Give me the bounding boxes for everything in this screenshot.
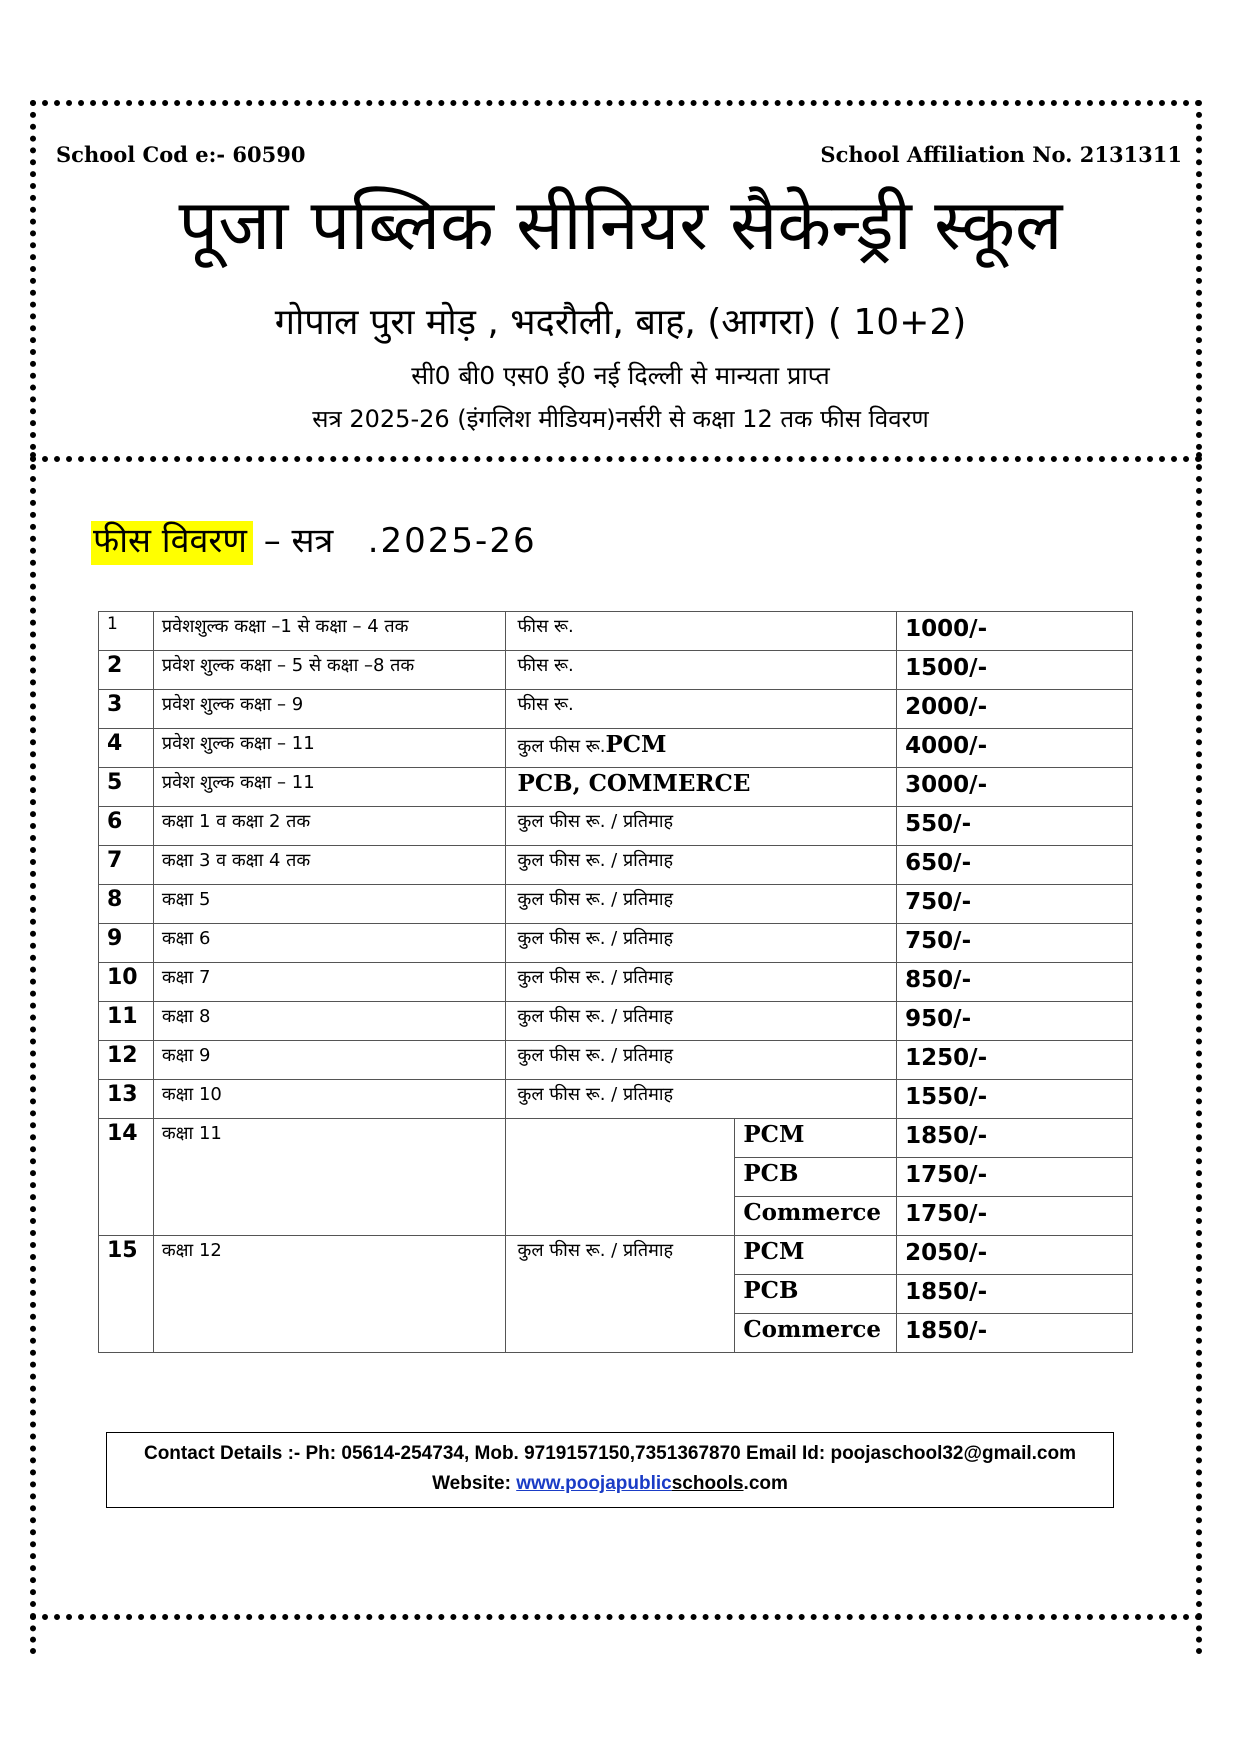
fee-label-text: कुल फीस रू. / प्रतिमाह	[517, 928, 674, 949]
row-number: 10	[99, 963, 154, 1002]
table-row	[99, 1002, 1133, 1041]
fee-label-text: कुल फीस रू.	[517, 736, 606, 757]
row-amount: 550/-	[897, 807, 1133, 846]
row-description: कक्षा 10	[153, 1080, 505, 1119]
row-number: 9	[99, 924, 154, 963]
website-tld: .com	[743, 1473, 788, 1494]
table-row	[99, 1080, 1133, 1119]
school-address: गोपाल पुरा मोड़ , भदरौली, बाह, (आगरा) ( 10+2)	[274, 302, 967, 343]
row-number: 11	[99, 1002, 154, 1041]
row-number: 13	[99, 1080, 154, 1119]
row-fee-label	[505, 690, 897, 729]
border-tail-right	[1196, 1614, 1202, 1654]
row-number: 5	[99, 768, 154, 807]
fees-heading	[91, 516, 537, 562]
table-row	[99, 612, 1133, 651]
row-number: 3	[99, 690, 154, 729]
fee-label-text: फीस रू.	[517, 616, 574, 637]
row-description: कक्षा 5	[153, 885, 505, 924]
stream-label: PCM	[605, 731, 667, 758]
row-amount: 3000/-	[897, 768, 1133, 807]
recognition-line: सी0 बी0 एस0 ई0 नई दिल्ली से मान्यता प्राप्त	[411, 361, 830, 390]
contact-box	[106, 1432, 1114, 1508]
row-amount: 650/-	[897, 846, 1133, 885]
row-number: 7	[99, 846, 154, 885]
table-row	[99, 924, 1133, 963]
row-amount: 2050/-	[897, 1236, 1133, 1275]
session-line: सत्र 2025-26 (इंगलिश मीडियम)नर्सरी से कक्षा 12 तक फीस विवरण	[312, 405, 929, 433]
row-amount: 1550/-	[897, 1080, 1133, 1119]
row-number: 15	[99, 1236, 154, 1353]
stream-name: Commerce	[735, 1314, 897, 1353]
row-fee-label	[505, 1002, 897, 1041]
table-row	[99, 729, 1133, 768]
table-row	[99, 690, 1133, 729]
table-row	[99, 651, 1133, 690]
row-description: प्रवेश शुल्क कक्षा – 5 से कक्षा –8 तक	[153, 651, 505, 690]
fee-label-text: कुल फीस रू. / प्रतिमाह	[517, 1045, 674, 1066]
row-description: कक्षा 12	[153, 1236, 505, 1353]
row-fee-label	[505, 885, 897, 924]
row-number: 14	[99, 1119, 154, 1236]
row-fee-label	[505, 1080, 897, 1119]
table-row	[99, 846, 1133, 885]
row-amount: 1750/-	[897, 1158, 1133, 1197]
row-fee-label	[505, 924, 897, 963]
stream-name: PCM	[735, 1236, 897, 1275]
stream-name: Commerce	[735, 1197, 897, 1236]
row-fee-label	[505, 807, 897, 846]
table-row	[99, 1119, 1133, 1158]
fee-label-text: कुल फीस रू. / प्रतिमाह	[517, 1006, 674, 1027]
row-description: कक्षा 6	[153, 924, 505, 963]
row-description: कक्षा 7	[153, 963, 505, 1002]
row-amount: 2000/-	[897, 690, 1133, 729]
row-description: प्रवेशशुल्क कक्षा –1 से कक्षा – 4 तक	[153, 612, 505, 651]
table-row	[99, 963, 1133, 1002]
row-amount: 1850/-	[897, 1275, 1133, 1314]
row-amount: 1000/-	[897, 612, 1133, 651]
fee-label-text: कुल फीस रू. / प्रतिमाह	[517, 1084, 674, 1105]
row-amount: 750/-	[897, 924, 1133, 963]
website-link[interactable]: www.poojapublic	[516, 1473, 672, 1494]
website-label: Website:	[432, 1473, 517, 1494]
table-row	[99, 1236, 1133, 1275]
row-amount: 1250/-	[897, 1041, 1133, 1080]
row-fee-label	[505, 729, 897, 768]
table-row	[99, 807, 1133, 846]
row-fee-label	[505, 612, 897, 651]
fee-table	[98, 611, 1133, 1353]
table-row	[99, 768, 1133, 807]
affiliation-number: School Affiliation No. 2131311	[820, 142, 1182, 167]
contact-line: Contact Details :- Ph: 05614-254734, Mob. 9719157150,7351367870 Email Id: poojaschool32@gmail.com	[143, 1443, 1076, 1464]
row-number: 12	[99, 1041, 154, 1080]
school-code: School Cod e:- 60590	[56, 142, 306, 167]
row-fee-label: कुल फीस रू. / प्रतिमाह	[505, 1236, 735, 1353]
row-number: 4	[99, 729, 154, 768]
fee-label-text: कुल फीस रू. / प्रतिमाह	[517, 850, 674, 871]
border-tail-left	[30, 1614, 36, 1654]
row-fee-label	[505, 1119, 735, 1236]
row-amount: 850/-	[897, 963, 1133, 1002]
stream-label: PCB, COMMERCE	[517, 770, 751, 797]
fee-label-text: कुल फीस रू. / प्रतिमाह	[517, 811, 674, 832]
stream-name: PCM	[735, 1119, 897, 1158]
row-description: कक्षा 1 व कक्षा 2 तक	[153, 807, 505, 846]
row-number: 2	[99, 651, 154, 690]
row-number: 1	[99, 612, 154, 651]
row-fee-label	[505, 651, 897, 690]
row-description: प्रवेश शुल्क कक्षा – 11	[153, 729, 505, 768]
row-description: कक्षा 3 व कक्षा 4 तक	[153, 846, 505, 885]
table-row	[99, 1041, 1133, 1080]
row-fee-label	[505, 846, 897, 885]
row-fee-label	[505, 963, 897, 1002]
fee-label-text: कुल फीस रू. / प्रतिमाह	[517, 889, 674, 910]
fee-label-text: फीस रू.	[517, 655, 574, 676]
row-amount: 1750/-	[897, 1197, 1133, 1236]
row-description: कक्षा 8	[153, 1002, 505, 1041]
row-number: 8	[99, 885, 154, 924]
row-fee-label	[505, 1041, 897, 1080]
row-amount: 1850/-	[897, 1314, 1133, 1353]
row-description: कक्षा 11	[153, 1119, 505, 1236]
row-number: 6	[99, 807, 154, 846]
fee-label-text: कुल फीस रू. / प्रतिमाह	[517, 967, 674, 988]
fees-heading-year: .2025-26	[354, 521, 537, 561]
stream-name: PCB	[735, 1275, 897, 1314]
school-name: पूजा पब्लिक सीनियर सैकेन्ड्री स्कूल	[178, 184, 1063, 266]
fee-label-text: फीस रू.	[517, 694, 574, 715]
row-amount: 950/-	[897, 1002, 1133, 1041]
row-description: कक्षा 9	[153, 1041, 505, 1080]
row-description: प्रवेश शुल्क कक्षा – 9	[153, 690, 505, 729]
stream-name: PCB	[735, 1158, 897, 1197]
row-amount: 4000/-	[897, 729, 1133, 768]
fees-heading-session: – सत्र	[252, 521, 355, 561]
row-amount: 1850/-	[897, 1119, 1133, 1158]
row-amount: 750/-	[897, 885, 1133, 924]
fees-heading-highlight: फीस विवरण	[91, 521, 253, 565]
website-rest: schools	[671, 1473, 744, 1494]
table-row	[99, 885, 1133, 924]
row-amount: 1500/-	[897, 651, 1133, 690]
website-line	[107, 1469, 1113, 1499]
row-fee-label	[505, 768, 897, 807]
row-description: प्रवेश शुल्क कक्षा – 11	[153, 768, 505, 807]
